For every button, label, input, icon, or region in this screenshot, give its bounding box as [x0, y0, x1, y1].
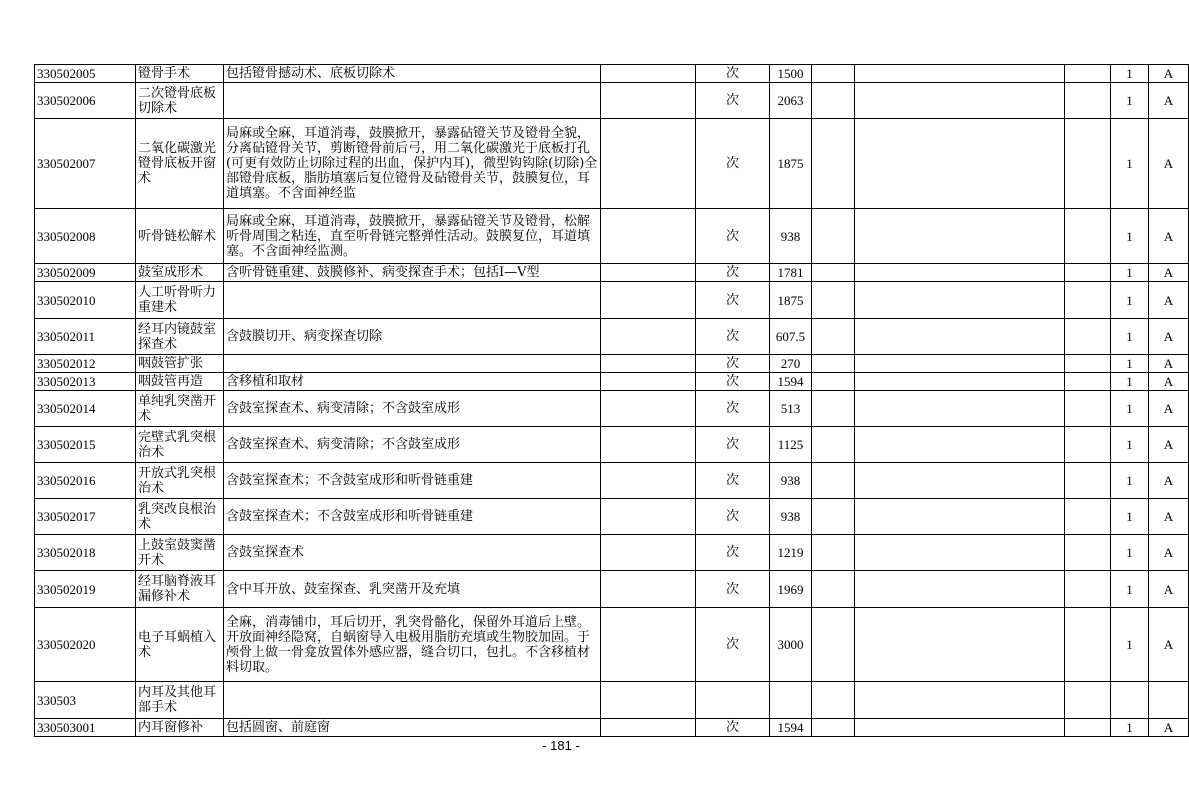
exclusions-cell [601, 355, 696, 373]
item-code-cell: 330503001 [35, 719, 136, 737]
item-code-cell: 330502010 [35, 282, 136, 319]
unit-cell: 次 [696, 83, 770, 119]
unit-cell: 次 [696, 427, 770, 463]
blank-cell [1065, 682, 1111, 719]
notes-cell [855, 682, 1065, 719]
coefficient-cell: 1 [1111, 355, 1149, 373]
item-content-cell: 包括镫骨撼动术、底板切除术 [224, 65, 601, 83]
exclusions-cell [601, 499, 696, 535]
item-code-cell: 330502019 [35, 571, 136, 608]
blank-cell [1065, 282, 1111, 319]
blank-cell [1065, 119, 1111, 209]
category-cell: A [1149, 463, 1189, 499]
exclusions-cell [601, 319, 696, 355]
item-code-cell: 330502012 [35, 355, 136, 373]
item-content-cell: 全麻，消毒铺巾，耳后切开，乳突骨骼化，保留外耳道后上壁。开放面神经隐窝，自蜗窗导入电极用脂肪充填或生物胶加固。于颅骨上做一骨龛放置体外感应器，缝合切口，包扎。不含移植材料切取。 [224, 608, 601, 682]
category-cell: A [1149, 608, 1189, 682]
blank-cell [812, 373, 855, 391]
exclusions-cell [601, 463, 696, 499]
table-row [35, 571, 1189, 608]
blank-cell [1065, 608, 1111, 682]
item-content-cell [224, 682, 601, 719]
notes-cell [855, 264, 1065, 282]
item-code-cell: 330502017 [35, 499, 136, 535]
exclusions-cell [601, 682, 696, 719]
item-content-cell: 含鼓膜切开、病变探查切除 [224, 319, 601, 355]
blank-cell [812, 209, 855, 264]
notes-cell [855, 319, 1065, 355]
table-row [35, 319, 1189, 355]
exclusions-cell [601, 282, 696, 319]
coefficient-cell: 1 [1111, 427, 1149, 463]
blank-cell [1065, 373, 1111, 391]
category-cell: A [1149, 535, 1189, 571]
price-cell: 1594 [770, 719, 812, 737]
notes-cell [855, 427, 1065, 463]
price-cell: 938 [770, 499, 812, 535]
price-cell: 1781 [770, 264, 812, 282]
table-row [35, 535, 1189, 571]
price-cell: 2063 [770, 83, 812, 119]
item-code-cell: 330502011 [35, 319, 136, 355]
item-name-cell: 咽鼓管扩张 [136, 355, 224, 373]
blank-cell [812, 83, 855, 119]
category-cell: A [1149, 499, 1189, 535]
blank-cell [1065, 571, 1111, 608]
exclusions-cell [601, 427, 696, 463]
item-name-cell: 完壁式乳突根治术 [136, 427, 224, 463]
exclusions-cell [601, 719, 696, 737]
item-name-cell: 乳突改良根治术 [136, 499, 224, 535]
blank-cell [1065, 65, 1111, 83]
item-name-cell: 咽鼓管再造 [136, 373, 224, 391]
unit-cell: 次 [696, 373, 770, 391]
category-cell: A [1149, 719, 1189, 737]
table-row [35, 83, 1189, 119]
blank-cell [812, 319, 855, 355]
notes-cell [855, 391, 1065, 427]
item-code-cell: 330502015 [35, 427, 136, 463]
blank-cell [812, 499, 855, 535]
price-cell: 607.5 [770, 319, 812, 355]
table-row [35, 391, 1189, 427]
item-code-cell: 330502016 [35, 463, 136, 499]
coefficient-cell: 1 [1111, 391, 1149, 427]
category-cell [1149, 682, 1189, 719]
notes-cell [855, 65, 1065, 83]
coefficient-cell: 1 [1111, 608, 1149, 682]
table-row [35, 427, 1189, 463]
item-content-cell: 含中耳开放、鼓室探查、乳突凿开及充填 [224, 571, 601, 608]
blank-cell [812, 65, 855, 83]
item-content-cell: 含鼓室探查术、病变清除；不含鼓室成形 [224, 427, 601, 463]
price-cell: 1500 [770, 65, 812, 83]
price-cell: 1969 [770, 571, 812, 608]
price-cell [770, 682, 812, 719]
category-cell: A [1149, 373, 1189, 391]
exclusions-cell [601, 608, 696, 682]
blank-cell [1065, 209, 1111, 264]
coefficient-cell: 1 [1111, 282, 1149, 319]
unit-cell: 次 [696, 264, 770, 282]
item-code-cell: 330502008 [35, 209, 136, 264]
price-cell: 938 [770, 463, 812, 499]
item-content-cell: 含听骨链重建、鼓膜修补、病变探查手术；包括Ⅰ—Ⅴ型 [224, 264, 601, 282]
item-name-cell: 镫骨手术 [136, 65, 224, 83]
item-name-cell: 开放式乳突根治术 [136, 463, 224, 499]
price-cell: 1875 [770, 119, 812, 209]
item-content-cell: 局麻或全麻，耳道消毒，鼓膜掀开，暴露砧镫关节及镫骨，松解听骨周围之粘连，直至听骨链完整弹性活动。鼓膜复位，耳道填塞。不含面神经监测。 [224, 209, 601, 264]
notes-cell [855, 608, 1065, 682]
blank-cell [812, 608, 855, 682]
item-code-cell: 330502018 [35, 535, 136, 571]
notes-cell [855, 209, 1065, 264]
item-code-cell: 330502013 [35, 373, 136, 391]
blank-cell [812, 282, 855, 319]
table-row [35, 463, 1189, 499]
category-cell: A [1149, 119, 1189, 209]
table-row [35, 719, 1189, 737]
category-cell: A [1149, 65, 1189, 83]
price-cell: 1875 [770, 282, 812, 319]
exclusions-cell [601, 83, 696, 119]
table-row [35, 65, 1189, 83]
table-row [35, 282, 1189, 319]
blank-cell [1065, 499, 1111, 535]
notes-cell [855, 373, 1065, 391]
coefficient-cell: 1 [1111, 319, 1149, 355]
blank-cell [1065, 319, 1111, 355]
page-number: - 181 - [542, 738, 580, 753]
blank-cell [1065, 264, 1111, 282]
item-content-cell: 局麻或全麻，耳道消毒，鼓膜掀开，暴露砧镫关节及镫骨全貌，分离砧镫骨关节，剪断镫骨前后弓，用二氧化碳激光于底板打孔(可更有效防止切除过程的出血，保护内耳)，微型钩钩除(切除)全部镫骨底板，脂肪填塞后复位镫骨及砧镫骨关节，鼓膜复位，耳道填塞。不含面神经监 [224, 119, 601, 209]
blank-cell [812, 463, 855, 499]
fee-schedule-table [34, 64, 1189, 737]
coefficient-cell: 1 [1111, 463, 1149, 499]
table-row [35, 209, 1189, 264]
notes-cell [855, 463, 1065, 499]
coefficient-cell: 1 [1111, 719, 1149, 737]
exclusions-cell [601, 535, 696, 571]
item-name-cell: 内耳及其他耳部手术 [136, 682, 224, 719]
category-cell: A [1149, 427, 1189, 463]
item-code-cell: 330502020 [35, 608, 136, 682]
category-cell: A [1149, 355, 1189, 373]
notes-cell [855, 282, 1065, 319]
blank-cell [812, 682, 855, 719]
blank-cell [812, 264, 855, 282]
notes-cell [855, 719, 1065, 737]
item-content-cell: 含鼓室探查术 [224, 535, 601, 571]
category-cell: A [1149, 264, 1189, 282]
item-code-cell: 330502009 [35, 264, 136, 282]
table-row [35, 373, 1189, 391]
blank-cell [812, 391, 855, 427]
notes-cell [855, 571, 1065, 608]
price-cell: 270 [770, 355, 812, 373]
item-name-cell: 单纯乳突凿开术 [136, 391, 224, 427]
item-content-cell: 含鼓室探查术；不含鼓室成形和听骨链重建 [224, 499, 601, 535]
exclusions-cell [601, 65, 696, 83]
blank-cell [812, 119, 855, 209]
price-cell: 1219 [770, 535, 812, 571]
category-cell: A [1149, 83, 1189, 119]
blank-cell [812, 571, 855, 608]
blank-cell [812, 427, 855, 463]
unit-cell: 次 [696, 391, 770, 427]
coefficient-cell: 1 [1111, 373, 1149, 391]
table-row [35, 608, 1189, 682]
item-name-cell: 二次镫骨底板切除术 [136, 83, 224, 119]
coefficient-cell [1111, 682, 1149, 719]
blank-cell [812, 719, 855, 737]
price-cell: 1125 [770, 427, 812, 463]
item-name-cell: 二氧化碳激光镫骨底板开窗术 [136, 119, 224, 209]
notes-cell [855, 119, 1065, 209]
item-name-cell: 经耳内镜鼓室探查术 [136, 319, 224, 355]
notes-cell [855, 355, 1065, 373]
category-cell: A [1149, 571, 1189, 608]
exclusions-cell [601, 391, 696, 427]
unit-cell: 次 [696, 571, 770, 608]
blank-cell [812, 355, 855, 373]
exclusions-cell [601, 571, 696, 608]
item-code-cell: 330503 [35, 682, 136, 719]
item-content-cell: 含鼓室探查术；不含鼓室成形和听骨链重建 [224, 463, 601, 499]
category-cell: A [1149, 282, 1189, 319]
item-code-cell: 330502014 [35, 391, 136, 427]
exclusions-cell [601, 373, 696, 391]
exclusions-cell [601, 209, 696, 264]
price-cell: 938 [770, 209, 812, 264]
item-content-cell [224, 355, 601, 373]
item-content-cell: 含移植和取材 [224, 373, 601, 391]
item-code-cell: 330502006 [35, 83, 136, 119]
item-name-cell: 听骨链松解术 [136, 209, 224, 264]
category-cell: A [1149, 391, 1189, 427]
item-name-cell: 上鼓室鼓窦凿开术 [136, 535, 224, 571]
price-cell: 513 [770, 391, 812, 427]
unit-cell: 次 [696, 535, 770, 571]
unit-cell: 次 [696, 119, 770, 209]
unit-cell: 次 [696, 65, 770, 83]
item-content-cell [224, 282, 601, 319]
unit-cell: 次 [696, 499, 770, 535]
item-code-cell: 330502005 [35, 65, 136, 83]
item-name-cell: 人工听骨听力重建术 [136, 282, 224, 319]
blank-cell [1065, 427, 1111, 463]
blank-cell [1065, 719, 1111, 737]
unit-cell: 次 [696, 209, 770, 264]
notes-cell [855, 83, 1065, 119]
notes-cell [855, 499, 1065, 535]
exclusions-cell [601, 119, 696, 209]
unit-cell: 次 [696, 608, 770, 682]
exclusions-cell [601, 264, 696, 282]
item-content-cell [224, 83, 601, 119]
blank-cell [1065, 355, 1111, 373]
table-row [35, 355, 1189, 373]
table-row [35, 499, 1189, 535]
unit-cell [696, 682, 770, 719]
item-name-cell: 经耳脑脊液耳漏修补术 [136, 571, 224, 608]
category-cell: A [1149, 319, 1189, 355]
blank-cell [1065, 391, 1111, 427]
table-row [35, 119, 1189, 209]
coefficient-cell: 1 [1111, 571, 1149, 608]
coefficient-cell: 1 [1111, 209, 1149, 264]
coefficient-cell: 1 [1111, 65, 1149, 83]
table-row [35, 264, 1189, 282]
price-cell: 1594 [770, 373, 812, 391]
blank-cell [1065, 463, 1111, 499]
coefficient-cell: 1 [1111, 499, 1149, 535]
unit-cell: 次 [696, 719, 770, 737]
coefficient-cell: 1 [1111, 83, 1149, 119]
coefficient-cell: 1 [1111, 119, 1149, 209]
item-name-cell: 电子耳蜗植入术 [136, 608, 224, 682]
unit-cell: 次 [696, 463, 770, 499]
notes-cell [855, 535, 1065, 571]
unit-cell: 次 [696, 355, 770, 373]
category-cell: A [1149, 209, 1189, 264]
unit-cell: 次 [696, 282, 770, 319]
item-name-cell: 内耳窗修补 [136, 719, 224, 737]
blank-cell [812, 535, 855, 571]
coefficient-cell: 1 [1111, 264, 1149, 282]
blank-cell [1065, 535, 1111, 571]
item-content-cell: 包括圆窗、前庭窗 [224, 719, 601, 737]
item-content-cell: 含鼓室探查术、病变清除；不含鼓室成形 [224, 391, 601, 427]
blank-cell [1065, 83, 1111, 119]
coefficient-cell: 1 [1111, 535, 1149, 571]
price-cell: 3000 [770, 608, 812, 682]
unit-cell: 次 [696, 319, 770, 355]
table-row [35, 682, 1189, 719]
item-code-cell: 330502007 [35, 119, 136, 209]
item-name-cell: 鼓室成形术 [136, 264, 224, 282]
